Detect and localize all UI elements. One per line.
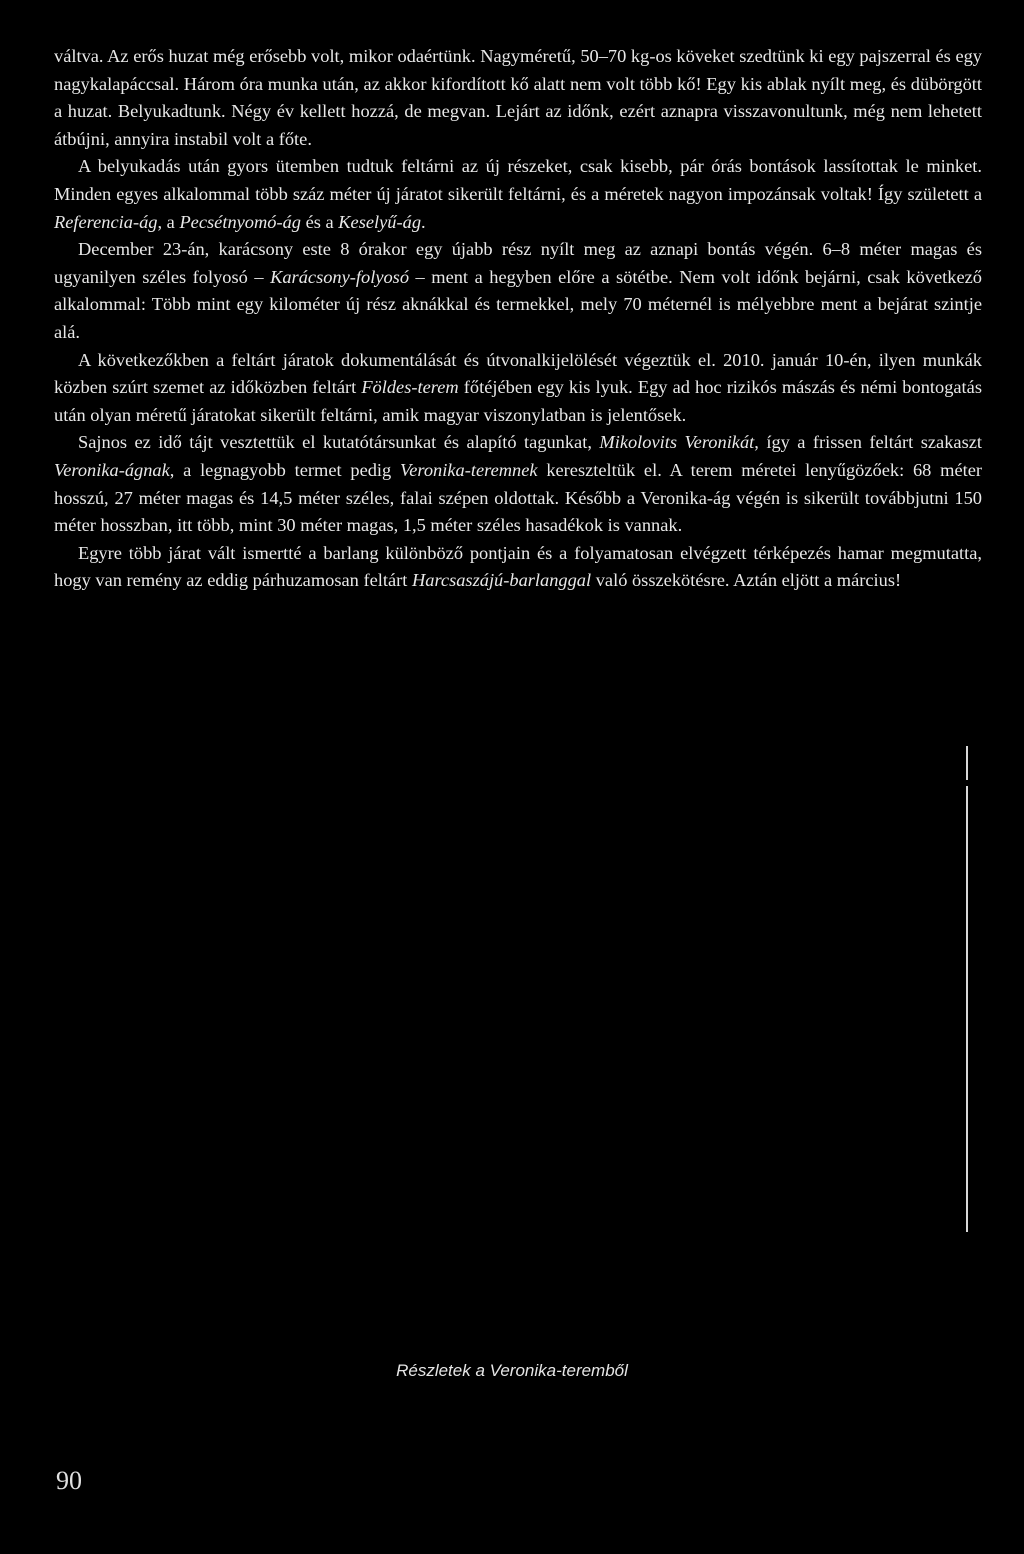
text-run: főtéjében egy kis lyuk. Egy ad hoc rizikós mászás és némi bontogatás után olyan méretű járatokat sikerült feltárni, amik magyar viszonylatban is jelentősek. xyxy=(54,377,982,425)
paragraph xyxy=(54,347,982,430)
text-run: Egyre több járat vált ismertté a barlang különböző pontjain és a folyamatosan elvégzett térképezés hamar megmutatta, hogy van remény az eddig párhuzamosan feltárt xyxy=(54,542,982,591)
text-run: A belyukadás után gyors ütemben tudtuk feltárni az új részeket, csak kisebb, pár órás bontások lassítottak le minket. Minden egyes alkalommal több száz méter új járatot sikerült feltárni, és a méretek nagyon impozánsak voltak! Így született a xyxy=(54,156,982,204)
text-run: és a xyxy=(301,211,339,232)
italic-name: Pecsétnyomó-ág xyxy=(179,211,301,232)
photo-caption: Részletek a Veronika-teremből xyxy=(396,1361,628,1380)
text-run: . xyxy=(421,211,426,232)
italic-name: Veronika-ágnak xyxy=(54,459,170,480)
italic-name: Karácsony-folyosó xyxy=(270,266,410,287)
paragraph xyxy=(54,540,982,595)
text-run: – ment a hegyben előre a sötétbe. Nem volt időnk bejárni, csak következő alkalommal: Több mint egy kilométer új rész aknákkal és termekkel, mely 70 méternél is mélyebbre ment a bejárat szintje alá. xyxy=(54,266,983,342)
page-number: 90 xyxy=(56,1466,82,1495)
italic-name: Földes-terem xyxy=(361,377,459,398)
italic-name: Mikolovits Veronikát xyxy=(599,432,755,453)
text-run: December 23-án, karácsony este 8 órakor egy újabb rész nyílt meg az aznapi bontás végén. 6–8 méter magas és ugyanilyen széles folyosó – xyxy=(54,239,982,287)
paragraph xyxy=(54,236,982,346)
paragraph xyxy=(54,43,982,153)
paragraph xyxy=(54,153,982,236)
photo-edge-line xyxy=(966,746,968,780)
body-text xyxy=(54,43,982,595)
text-run: , a xyxy=(157,211,180,232)
photo-edge-line xyxy=(966,786,968,1232)
paragraph xyxy=(54,429,982,539)
text-run: való összekötésre. Aztán eljött a március! xyxy=(591,570,902,591)
italic-name: Referencia-ág xyxy=(54,211,158,232)
text-run: kereszteltük el. A terem méretei lenyűgözőek: 68 méter hosszú, 27 méter magas és 14,5 méter széles, falai szépen oldottak. Később a Veronika-ág végén is sikerült továbbjutni 150 méter hosszban, itt több, mint 30 méter magas, 1,5 méter széles hasadékok is vannak. xyxy=(54,459,982,536)
text-run: Sajnos ez idő tájt vesztettük el kutatótársunkat és alapító tagunkat, xyxy=(78,432,600,453)
text-run: A következőkben a feltárt járatok dokumentálását és útvonalkijelölését végeztük el. 2010. január 10-én, ilyen munkák közben szúrt szemet az időközben feltárt xyxy=(54,349,982,398)
text-run: , a legnagyobb termet pedig xyxy=(169,459,401,480)
text-run: váltva. Az erős huzat még erősebb volt, mikor odaértünk. Nagyméretű, 50–70 kg-os köveket szedtünk ki egy pajszerral és egy nagykalapáccsal. Három óra munka után, az akkor kifordított kő alatt nem volt több kő! Egy kis ablak nyílt meg, és dübörgött a huzat. Belyukadtunk. Négy év kellett hozzá, de megvan. Lejárt az időnk, ezért aznapra visszavonultunk, még nem lehetett átbújni, annyira instabil volt a főte. xyxy=(54,46,982,149)
text-run: , így a frissen feltárt szakaszt xyxy=(754,432,983,453)
italic-name: Harcsaszájú-barlanggal xyxy=(411,570,592,591)
italic-name: Keselyű-ág xyxy=(338,211,422,232)
italic-name: Veronika-teremnek xyxy=(400,459,538,480)
